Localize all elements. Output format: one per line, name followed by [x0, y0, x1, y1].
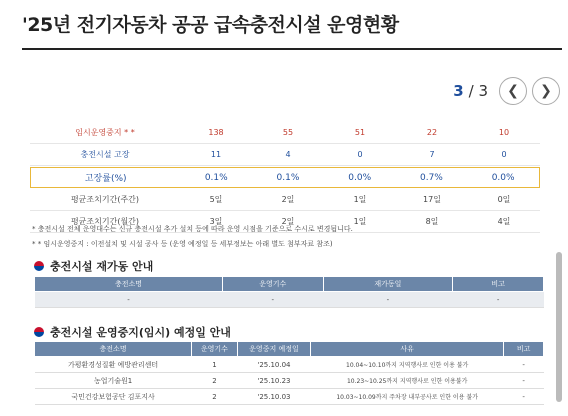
- table-row: 농업기술원1 2 '25.10.23 10.23~10.25까지 지역행사로 인한 이용불가 -: [35, 373, 544, 389]
- stats-row-avg-weekly: 평균조치기간(주간) 5일 2일 1일 17일 0일: [30, 189, 540, 211]
- note-item: * * 임시운영중지 : 이전설치 및 시설 공사 등 (운영 예정일 등 세부정보는 아래 별도 첨부자료 참조): [32, 240, 333, 248]
- restart-table: 충전소명 운영기수 재가동일 비고 - - - -: [34, 276, 544, 308]
- section-heading-suspend: 충전시설 운영중지(임시) 예정일 안내: [34, 324, 231, 340]
- stats-row-suspended: 임시운영중지 * * 138 55 51 22 10: [30, 122, 540, 144]
- table-row: - - - -: [35, 292, 544, 308]
- chevron-left-icon: ❮: [507, 83, 519, 99]
- stats-row-fault-rate: 고장률(%) 0.1% 0.1% 0.0% 0.7% 0.0%: [30, 167, 540, 188]
- chevron-right-icon: ❯: [540, 83, 552, 99]
- table-row: 국민건강보험공단 김포지사 2 '25.10.03 10.03~10.09까지 주차장 내부공사로 인한 이용 불가 -: [35, 389, 544, 405]
- notes: [32, 222, 353, 252]
- stats-row-avg-monthly: 평균조치기간(월간) 3일 2일 1일 8일 4일: [30, 211, 540, 233]
- suspend-table: 충전소명 운영기수 운영중지 예정일 사유 비고 가평환경성질환 예방관리센터 1 '25.10.04 10.04~10.10까지 지역행사로 인한 이용 불가 - 농업기술원1 2 '25.10.23 10.23~10.25까지 지역행사로 인한 이용불가 - 국민건강보험공단 김포지사 2 '25.10.03 10.03~10.09까지 주차장 내부공사로 인한 이용 불가 -: [34, 341, 544, 405]
- taegeuk-icon: [34, 261, 44, 271]
- pager: [453, 76, 560, 106]
- table-row: 가평환경성질환 예방관리센터 1 '25.10.04 10.04~10.10까지 지역행사로 인한 이용 불가 -: [35, 357, 544, 373]
- next-page-button[interactable]: [532, 77, 560, 105]
- page-title: '25년 전기자동차 공공 급속충전시설 운영현황: [22, 14, 399, 36]
- stats-row-faults: 충전시설 고장 11 4 0 7 0: [30, 144, 540, 166]
- stats-table: [30, 122, 540, 233]
- taegeuk-icon: [34, 327, 44, 337]
- title-divider: [22, 48, 562, 50]
- pager-current: 3: [453, 82, 464, 100]
- prev-page-button[interactable]: [499, 77, 527, 105]
- pager-total: / 3: [468, 82, 488, 100]
- section-heading-restart: 충전시설 재가동 안내: [34, 258, 153, 274]
- scrollbar[interactable]: [556, 252, 562, 402]
- note-item: * 충전시설 전체 운영대수는 신규 충전시설 추가 설치 등에 따라 운영 시점을 기준으로 수시로 변경됩니다.: [32, 225, 353, 233]
